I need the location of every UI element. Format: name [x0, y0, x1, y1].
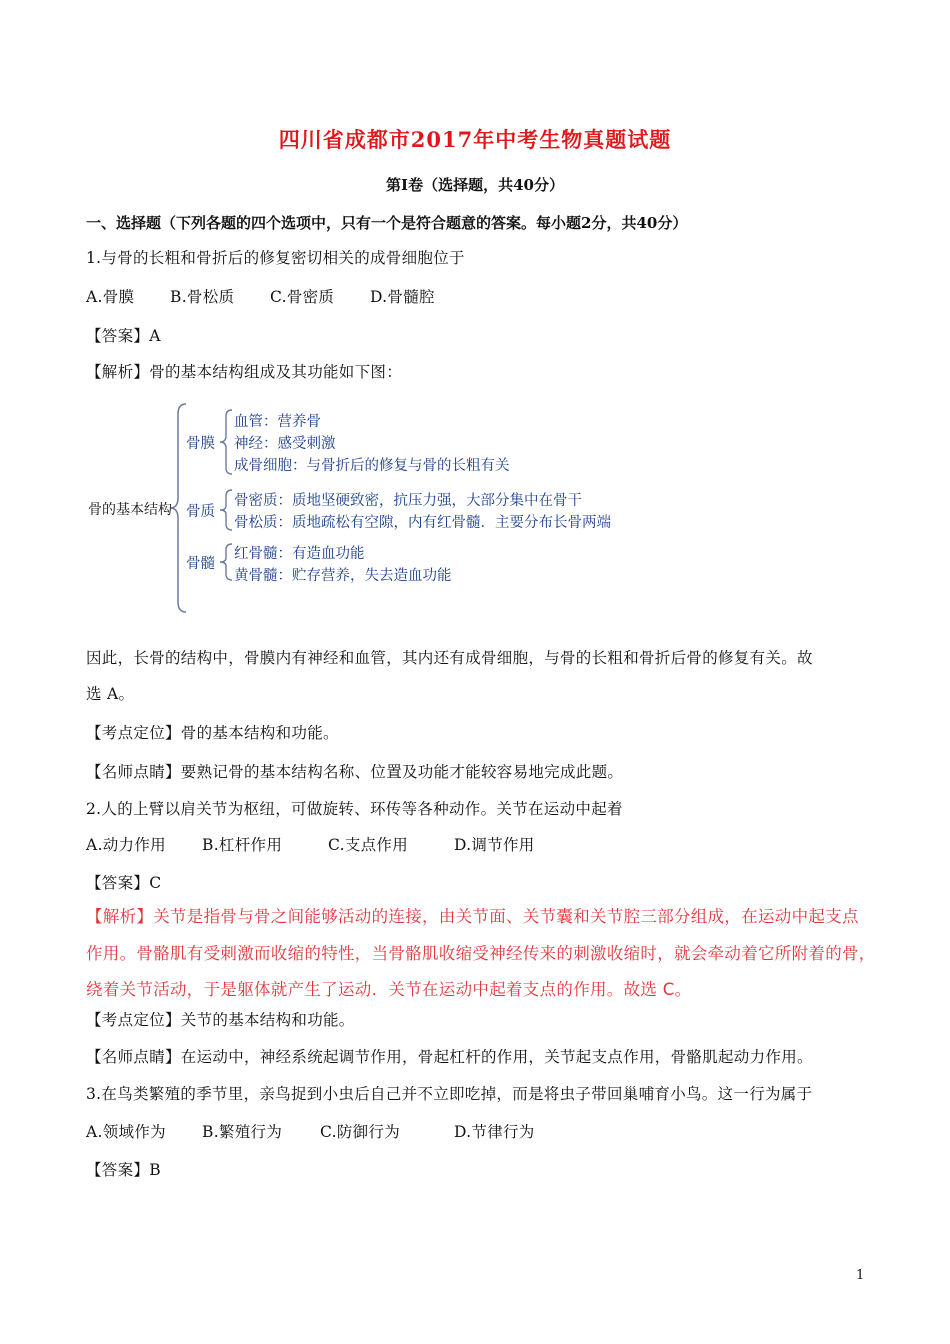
- q3-option-b: B.繁殖行为: [202, 1123, 283, 1141]
- bone-structure-diagram: [86, 398, 726, 618]
- q2-stem: 2.人的上臂以肩关节为枢纽，可做旋转、环传等各种动作。关节在运动中起着: [86, 800, 623, 818]
- q2-analysis-line: 作用。骨骼肌有受刺激而收缩的特性，当骨骼肌收缩受神经传来的刺激收缩时，就会牵动着它所附着的骨，: [86, 944, 876, 963]
- bone-substance-brace: [220, 490, 232, 530]
- q2-option-a: A.动力作用: [86, 836, 166, 854]
- diagram-group-bone-substance: 骨质: [186, 504, 215, 520]
- q1-mingshi: 【名师点睛】要熟记骨的基本结构名称、位置及功能才能较容易地完成此题。: [86, 763, 624, 781]
- q1-answer: 【答案】A: [86, 327, 161, 345]
- diagram-item: 黄骨髓：贮存营养，失去造血功能: [234, 568, 452, 584]
- page-number: 1: [856, 1268, 865, 1283]
- diagram-item: 成骨细胞：与骨折后的修复与骨的长粗有关: [234, 458, 510, 474]
- q3-option-a: A.领域作为: [86, 1123, 166, 1141]
- q1-explain-line: 选 A。: [86, 685, 135, 703]
- q2-analysis-line: 【解析】关节是指骨与骨之间能够活动的连接，由关节面、关节囊和关节腔三部分组成，在运动中起支点: [86, 907, 859, 926]
- q2-mingshi: 【名师点睛】在运动中，神经系统起调节作用，骨起杠杆的作用，关节起支点作用，骨骼肌起动力作用。: [86, 1048, 813, 1066]
- q3-stem: 3.在鸟类繁殖的季节里，亲鸟捉到小虫后自己并不立即吃掉，而是将虫子带回巢哺育小鸟。这一行为属于: [86, 1085, 813, 1103]
- q1-option-c: C.骨密质: [270, 288, 335, 306]
- paper-subtitle: 第Ⅰ卷（选择题，共40分）: [386, 176, 564, 194]
- q1-analysis-intro: 【解析】骨的基本结构组成及其功能如下图：: [86, 363, 403, 381]
- q2-option-d: D.调节作用: [454, 836, 535, 854]
- q2-options: [86, 833, 535, 855]
- diagram-root: 骨的基本结构: [88, 502, 172, 518]
- q2-kaodian: 【考点定位】关节的基本结构和功能。: [86, 1011, 355, 1029]
- document-title: 四川省成都市2017年中考生物真题试题: [278, 127, 672, 152]
- q1-stem: 1.与骨的长粗和骨折后的修复密切相关的成骨细胞位于: [86, 249, 465, 267]
- q2-analysis-line: 绕着关节活动，于是躯体就产生了运动．关节在运动中起着支点的作用。故选 C。: [86, 980, 692, 999]
- q1-option-b: B.骨松质: [170, 288, 235, 306]
- diagram-group-marrow: 骨髓: [186, 556, 215, 572]
- q3-answer: 【答案】B: [86, 1161, 161, 1179]
- q2-answer: 【答案】C: [86, 874, 162, 892]
- diagram-item: 骨松质：质地疏松有空隙，内有红骨髓．主要分布长骨两端: [234, 515, 611, 531]
- q1-option-d: D.骨髓腔: [370, 288, 435, 306]
- q1-option-a: A.骨膜: [86, 288, 135, 306]
- marrow-brace: [220, 544, 232, 580]
- q3-options: [86, 1120, 535, 1142]
- q1-options: [86, 285, 435, 307]
- diagram-item: 骨密质：质地坚硬致密，抗压力强，大部分集中在骨干: [234, 493, 582, 509]
- periosteum-brace: [220, 410, 232, 474]
- section-heading: 一、选择题（下列各题的四个选项中，只有一个是符合题意的答案。每小题2分，共40分）: [86, 214, 688, 232]
- diagram-item: 血管：营养骨: [234, 414, 321, 430]
- q1-kaodian: 【考点定位】骨的基本结构和功能。: [86, 724, 339, 742]
- q1-explain-line: 因此，长骨的结构中，骨膜内有神经和血管，其内还有成骨细胞，与骨的长粗和骨折后骨的修复有关。故: [86, 649, 813, 667]
- diagram-item: 红骨髓：有造血功能: [234, 546, 365, 562]
- q3-option-c: C.防御行为: [320, 1123, 401, 1141]
- diagram-group-periosteum: 骨膜: [186, 436, 215, 452]
- q2-option-c: C.支点作用: [328, 836, 409, 854]
- q2-option-b: B.杠杆作用: [202, 836, 283, 854]
- main-brace: [170, 404, 186, 612]
- q3-option-d: D.节律行为: [454, 1123, 535, 1141]
- diagram-item: 神经：感受刺激: [234, 436, 336, 452]
